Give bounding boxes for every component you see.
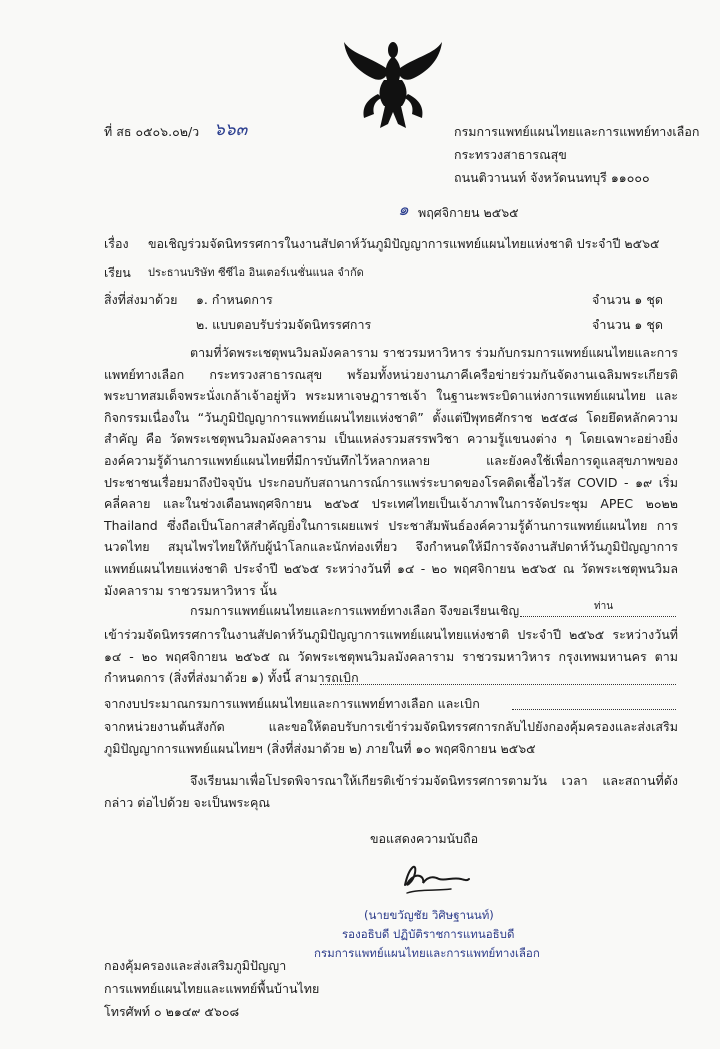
subject-text: ขอเชิญร่วมจัดนิทรรศการในงานสัปดาห์วันภูมิปัญญาการแพทย์แผนไทยแห่งชาติ ประจำปี ๒๕๖๕ (148, 236, 660, 251)
signer-name: (นายขวัญชัย วิศิษฐานนท์) (364, 908, 494, 922)
footer-division: กองคุ้มครองและส่งเสริมภูมิปัญญา (104, 958, 287, 973)
footer-division-2: การแพทย์แผนไทยและแพทย์พื้นบ้านไทย (104, 981, 320, 996)
signer-title: รองอธิบดี ปฏิบัติราชการแทนอธิบดี (342, 927, 515, 941)
body-paragraph-1: ตามที่วัดพระเชตุพนวิมลมังคลาราม ราชวรมหาวิหาร ร่วมกับกรมการแพทย์แผนไทยและการแพทย์ทางเลือก กระทรวงสาธารณสุข พร้อมทั้งหน่วยงานภาคีเครือข่ายร่วมกันจัดงานเฉลิมพระเกียรติพระบาทสมเด็จพระนั่งเกล้าเจ้าอยู่หัว พระมหาเจษฎาราชเจ้า ในฐานะพระบิดาแห่งการแพทย์แผนไทย และกิจกรรมเนื่องใน “วันภูมิปัญญาการแพทย์แผนไทยแห่งชาติ” ตั้งแต่ปีพุทธศักราช ๒๕๕๘ โดยยึดหลักความสำคัญ คือ วัดพระเชตุพนวิมลมังคลาราม เป็นแหล่งรวมสรรพวิชา ความรู้แขนงต่าง ๆ โดยเฉพาะอย่างยิ่ง องค์ความรู้ด้านการแพทย์แผนไทยที่มีการบันทึกไว้หลากหลาย และยังคงใช้เพื่อการดูแลสุขภาพของประชาชนเรื่อยมาถึงปัจจุบัน ประกอบกับสถานการณ์การแพร่ระบาดของโรคติดเชื้อไวรัส COVID - ๑๙ เริ่มคลี่คลาย และในช่วงเดือนพฤศจิกายน ๒๕๖๕ ประเทศไทยเป็นเจ้าภาพในการจัดประชุม APEC ๒๐๒๒ Thailand ซึ่งถือเป็นโอกาสสำคัญยิ่งในการเผยแพร่ ประชาสัมพันธ์องค์ความรู้ด้านการแพทย์แผนไทย การนวดไทย สมุนไพรไทยให้กับผู้นำโลกและนักท่องเที่ยว จึงกำหนดให้มีการจัดงานสัปดาห์วันภูมิปัญญาการแพทย์แผนไทยแห่งชาติ ประจำปี ๒๕๖๕ ระหว่างวันที่ ๑๔ - ๒๐ พฤศจิกายน ๒๕๖๕ ณ วัดพระเชตุพนวิมลมังคลาราม ราชวรมหาวิหาร นั้น (104, 345, 678, 598)
reference-number: ที่ สธ ๐๕๐๖.๐๒/ว (104, 124, 200, 139)
enclosure-qty: จำนวน ๑ ชุด (592, 292, 663, 307)
closing: ขอแสดงความนับถือ (370, 831, 479, 846)
signer-organization: กรมการแพทย์แผนไทยและการแพทย์ทางเลือก (314, 946, 540, 960)
fill-in-line (520, 616, 676, 617)
to-label: เรียน (104, 265, 131, 280)
enclosure-qty: จำนวน ๑ ชุด (592, 317, 663, 332)
fill-in-line (512, 709, 676, 710)
fill-in-line (320, 684, 676, 685)
subject-label: เรื่อง (104, 236, 129, 251)
sender-address: ถนนติวานนท์ จังหวัดนนทบุรี ๑๑๐๐๐ (454, 170, 650, 185)
date-handwritten: ๑ (398, 200, 409, 220)
reference-handwritten: ๖๖๓ (214, 120, 248, 140)
sender-organization: กรมการแพทย์แผนไทยและการแพทย์ทางเลือก (454, 124, 700, 139)
body-paragraph-2: เข้าร่วมจัดนิทรรศการในงานสัปดาห์วันภูมิปัญญาการแพทย์แผนไทยแห่งชาติ ประจำปี ๒๕๖๕ ระหว่างวันที่ ๑๔ - ๒๐ พฤศจิกายน ๒๕๖๕ ณ วัดพระเชตุพนวิมลมังคลาราม ราชวรมหาวิหาร กรุงเทพมหานคร ตามกำหนดการ (สิ่งที่ส่งมาด้วย ๑) ทั้งนี้ สามารถเบิก (104, 627, 678, 686)
signature-icon (395, 855, 475, 897)
fill-in-value: ท่าน (594, 601, 614, 612)
letter-date: พฤศจิกายน ๒๕๖๕ (418, 205, 519, 220)
enclosure-label: สิ่งที่ส่งมาด้วย (104, 292, 178, 307)
garuda-emblem-icon (338, 36, 448, 132)
body-paragraph-2-end: จากหน่วยงานต้นสังกัด และขอให้ตอบรับการเข้าร่วมจัดนิทรรศการกลับไปยังกองคุ้มครองและส่งเสริมภูมิปัญญาการแพทย์แผนไทยฯ (สิ่งที่ส่งมาด้วย ๒) ภายในที่ ๑๐ พฤศจิกายน ๒๕๖๕ (104, 719, 678, 756)
footer-phone: โทรศัพท์ ๐ ๒๑๔๙ ๕๖๐๘ (104, 1004, 240, 1019)
invitation-line: กรมการแพทย์แผนไทยและการแพทย์ทางเลือก จึงขอเรียนเชิญ (190, 603, 520, 618)
enclosure-item: ๑. กำหนดการ (196, 292, 273, 307)
budget-line: จากงบประมาณกรมการแพทย์แผนไทยและการแพทย์ทางเลือก และเบิก (104, 696, 480, 711)
recipient: ประธานบริษัท ซีซีไอ อินเตอร์เนชั่นแนล จำกัด (148, 266, 364, 279)
body-paragraph-3: จึงเรียนมาเพื่อโปรดพิจารณาให้เกียรติเข้าร่วมจัดนิทรรศการตามวัน เวลา และสถานที่ดังกล่าว ต่อไปด้วย จะเป็นพระคุณ (104, 773, 678, 810)
sender-ministry: กระทรวงสาธารณสุข (454, 147, 567, 162)
enclosure-item: ๒. แบบตอบรับร่วมจัดนิทรรศการ (196, 317, 372, 332)
